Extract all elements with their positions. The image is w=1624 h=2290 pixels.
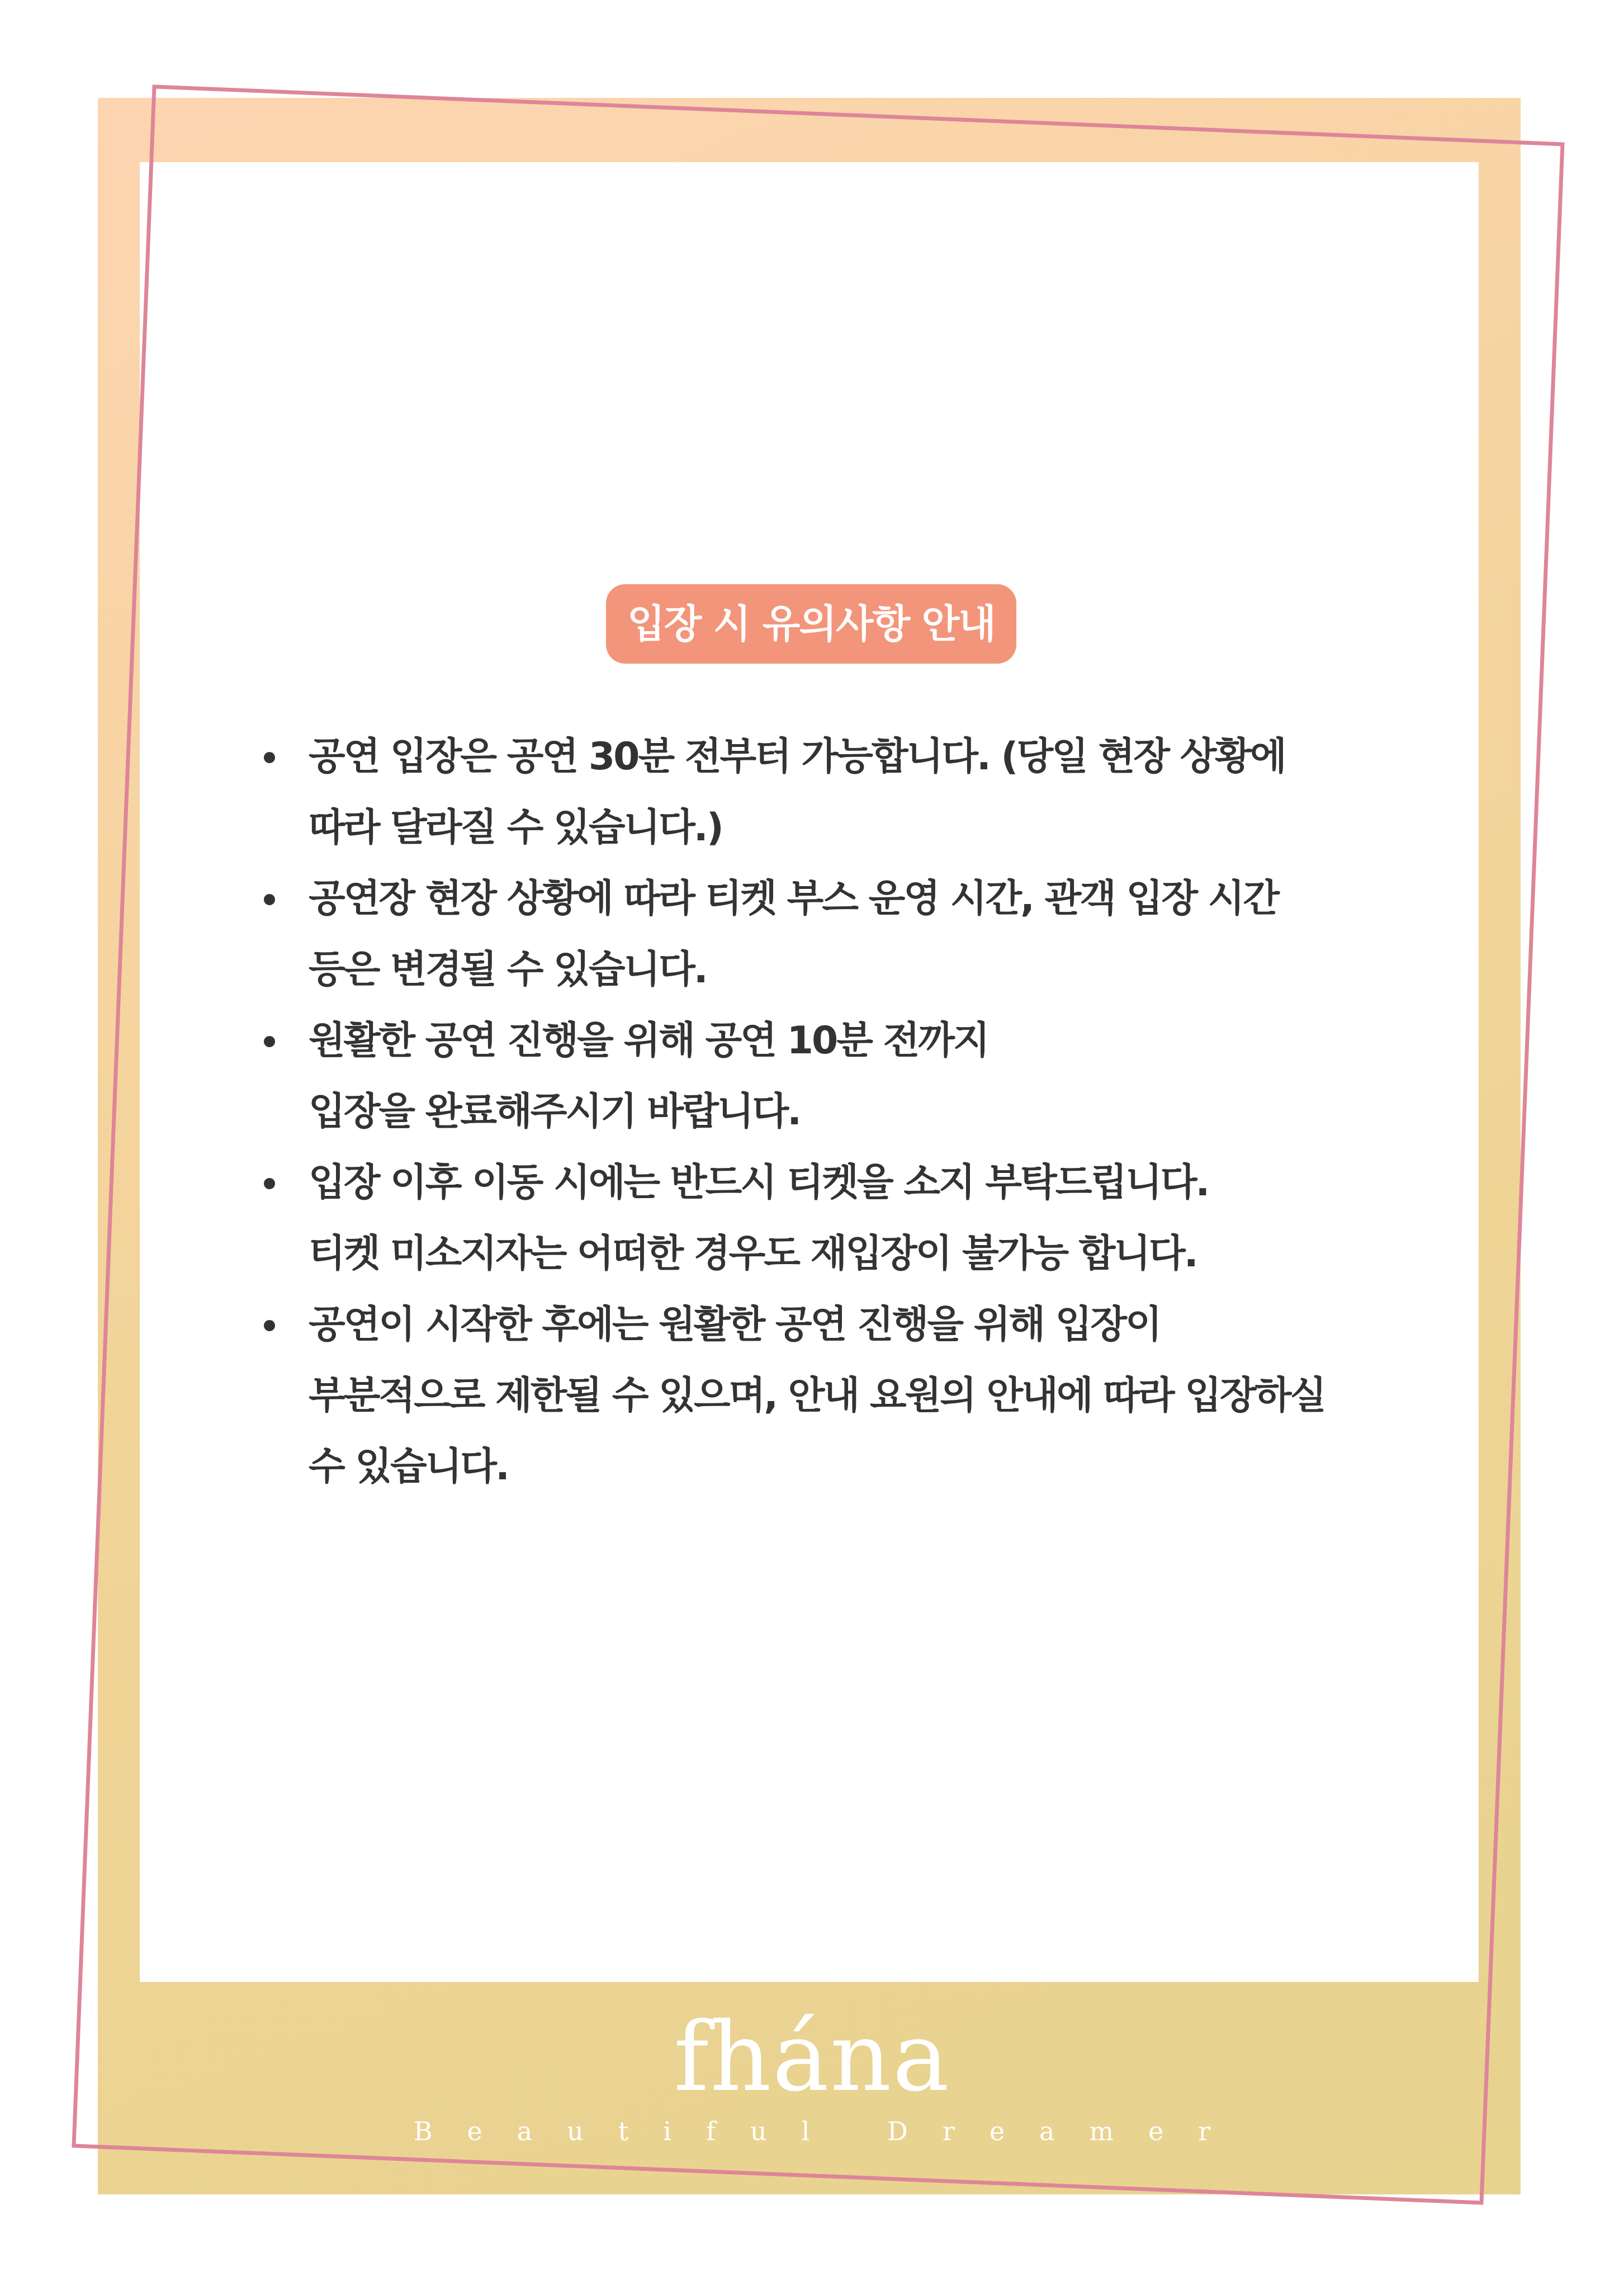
notice-line: 부분적으로 제한될 수 있으며, 안내 요원의 안내에 따라 입장하실 (309, 1374, 1325, 1418)
notice-title-badge: 입장 시 유의사항 안내 (606, 584, 1016, 664)
notice-line: 원활한 공연 진행을 위해 공연 10분 전까지 (309, 1019, 988, 1063)
notice-line: 공연이 시작한 후에는 원활한 공연 진행을 위해 입장이 (309, 1303, 1161, 1347)
bullet-icon (264, 752, 275, 763)
bullet-icon (264, 1178, 275, 1189)
notice-line: 따라 달라질 수 있습니다.) (309, 806, 722, 850)
notice-item (264, 721, 1438, 863)
notice-line: 입장을 완료해주시기 바랍니다. (309, 1090, 801, 1134)
notice-item (264, 1005, 1438, 1147)
notice-line: 공연 입장은 공연 30분 전부터 가능합니다. (당일 현장 상황에 (309, 735, 1285, 779)
notice-line: 등은 변경될 수 있습니다. (309, 948, 707, 992)
notice-list (264, 721, 1438, 1502)
bullet-icon (264, 894, 275, 905)
notice-line: 입장 이후 이동 시에는 반드시 티켓을 소지 부탁드립니다. (309, 1161, 1209, 1205)
notice-line: 수 있습니다. (309, 1445, 508, 1489)
notice-item (264, 863, 1438, 1005)
notice-item (264, 1289, 1438, 1502)
notice-item (264, 1147, 1438, 1289)
notice-line: 티켓 미소지자는 어떠한 경우도 재입장이 불가능 합니다. (309, 1232, 1197, 1276)
bullet-icon (264, 1320, 275, 1331)
brand-subtitle: Beautiful Dreamer (413, 2116, 1246, 2146)
brand-logo: fhána (674, 2002, 950, 2113)
notice-line: 공연장 현장 상황에 따라 티켓 부스 운영 시간, 관객 입장 시간 (309, 877, 1279, 921)
bullet-icon (264, 1036, 275, 1047)
